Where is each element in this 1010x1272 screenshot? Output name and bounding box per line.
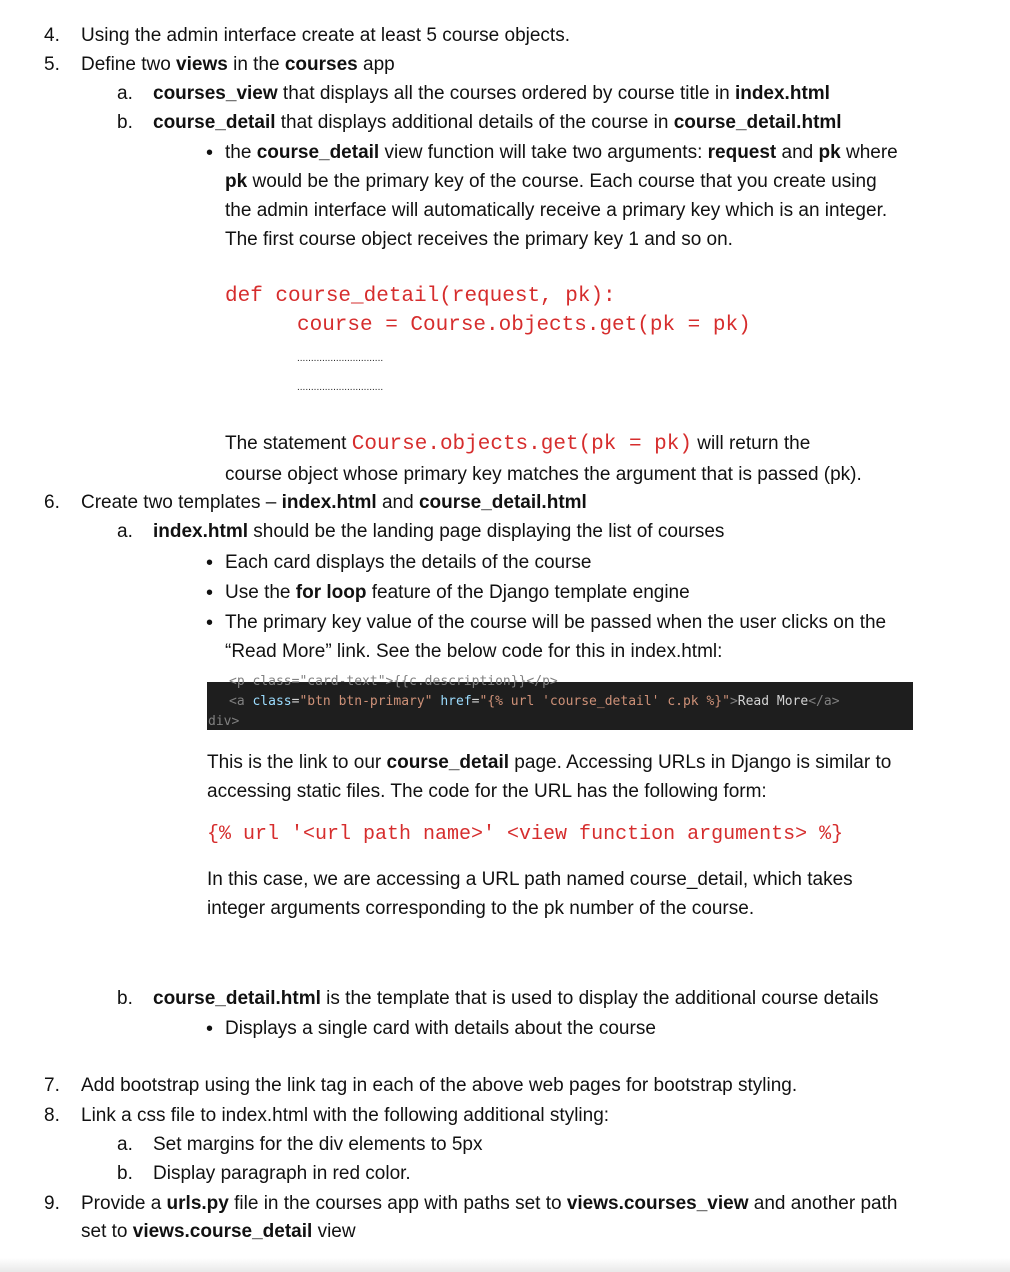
page-bottom-shadow: [0, 1258, 1010, 1272]
url-paragraph-line-1: In this case, we are accessing a URL path named course_detail, which takes: [207, 869, 853, 890]
item-5b-text: course_detail that displays additional details of the course in course_detail.html: [153, 112, 842, 133]
item-6a-bullet-1: Each card displays the details of the course: [225, 552, 592, 573]
item-8a-text: Set margins for the div elements to 5px: [153, 1134, 483, 1155]
placeholder-dots-2: ...............................: [297, 382, 384, 393]
snippet-cut-line: <p class="card-text">{{c.description}}</p>: [229, 674, 558, 689]
item-9-text-line-2: set to views.course_detail view: [81, 1221, 356, 1242]
snippet-anchor-line: <a class="btn btn-primary" href="{% url 'course_detail' c.pk %}">Read More</a>: [229, 694, 840, 709]
item-6a-bullet-2: Use the for loop feature of the Django template engine: [225, 582, 690, 603]
item-6-number: 6.: [44, 492, 60, 513]
bullet-icon: •: [206, 582, 214, 604]
item-5-bullet-line-1: the course_detail view function will take two arguments: request and pk where: [225, 142, 898, 163]
url-paragraph-line-2: integer arguments corresponding to the pk number of the course.: [207, 898, 755, 919]
code-line-def: def course_detail(request, pk):: [225, 285, 616, 308]
item-6b-bullet-1: Displays a single card with details about the course: [225, 1018, 656, 1039]
item-8b-marker: b.: [117, 1163, 133, 1184]
item-5-number: 5.: [44, 54, 60, 75]
bullet-icon: •: [206, 1018, 214, 1040]
item-5a-marker: a.: [117, 83, 133, 104]
item-5b-marker: b.: [117, 112, 133, 133]
item-6a-marker: a.: [117, 521, 133, 542]
item-6b-text: course_detail.html is the template that is used to display the additional course details: [153, 988, 879, 1009]
item-6a-bullet-3-line-2: “Read More” link. See the below code for this in index.html:: [225, 641, 723, 662]
statement-line-1: The statement Course.objects.get(pk = pk) will return the: [225, 433, 811, 456]
link-paragraph-line-2: accessing static files. The code for the URL has the following form:: [207, 781, 767, 802]
item-6a-text: index.html should be the landing page displaying the list of courses: [153, 521, 725, 542]
item-7-text: Add bootstrap using the link tag in each of the above web pages for bootstrap styling.: [81, 1075, 798, 1096]
link-paragraph-line-1: This is the link to our course_detail page. Accessing URLs in Django is similar to: [207, 752, 892, 773]
item-8-number: 8.: [44, 1105, 60, 1126]
item-8-text: Link a css file to index.html with the following additional styling:: [81, 1105, 610, 1126]
item-6a-bullet-3-line-1: The primary key value of the course will be passed when the user clicks on the: [225, 612, 887, 633]
item-5a-text: courses_view that displays all the courses ordered by course title in index.html: [153, 83, 830, 104]
item-9-number: 9.: [44, 1193, 60, 1214]
statement-line-2: course object whose primary key matches the argument that is passed (pk).: [225, 464, 862, 485]
item-5-bullet-line-3: the admin interface will automatically receive a primary key which is an integer.: [225, 200, 888, 221]
item-7-number: 7.: [44, 1075, 60, 1096]
item-6-text: Create two templates – index.html and course_detail.html: [81, 492, 587, 513]
item-8b-text: Display paragraph in red color.: [153, 1163, 411, 1184]
code-snippet-image: [207, 674, 913, 730]
item-5-text: Define two views in the courses app: [81, 54, 395, 75]
bullet-icon: •: [206, 142, 214, 164]
bullet-icon: •: [206, 552, 214, 574]
bullet-icon: •: [206, 612, 214, 634]
item-4-text: Using the admin interface create at least 5 course objects.: [81, 25, 570, 46]
item-5-bullet-line-4: The first course object receives the primary key 1 and so on.: [225, 229, 733, 250]
item-4-number: 4.: [44, 25, 60, 46]
snippet-div-close: div>: [208, 714, 240, 729]
item-8a-marker: a.: [117, 1134, 133, 1155]
code-line-course: course = Course.objects.get(pk = pk): [297, 314, 751, 337]
item-5-bullet-line-2: pk would be the primary key of the course. Each course that you create using: [225, 171, 877, 192]
placeholder-dots-1: ...............................: [297, 353, 384, 364]
item-6b-marker: b.: [117, 988, 133, 1009]
url-template-form: {% url '<url path name>' <view function arguments> %}: [207, 823, 844, 846]
item-9-text-line-1: Provide a urls.py file in the courses app with paths set to views.courses_view and another path: [81, 1193, 898, 1214]
